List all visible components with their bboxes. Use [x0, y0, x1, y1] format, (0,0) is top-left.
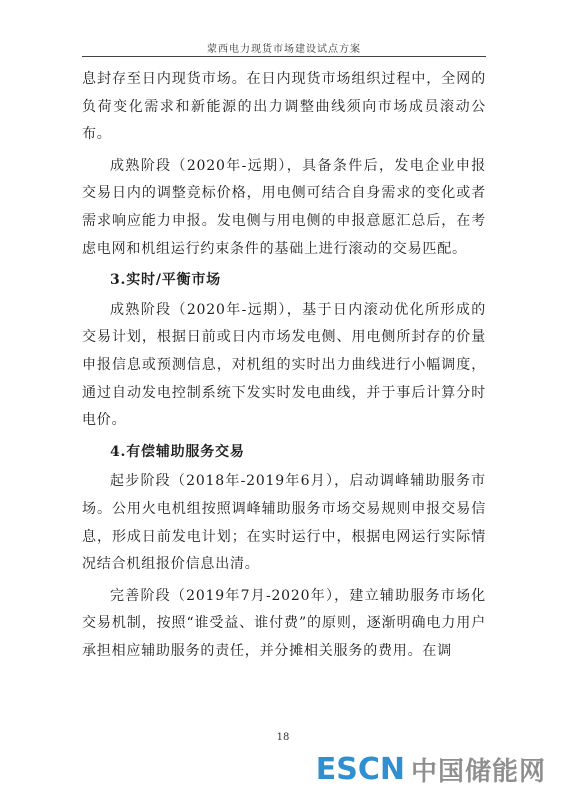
body-text — [82, 66, 486, 669]
paragraph-initial-stage: 起步阶段（2018年-2019年6月），启动调峰辅助服务市场。公用火电机组按照调峰辅助服务市场交易规则申报交易信息，形成日前发电计划；在实时运行中，根据电网运行实际情况结合机组报价信息出清。 — [82, 473, 486, 573]
header-rule — [82, 56, 486, 57]
escn-watermark-logo — [316, 751, 546, 788]
paragraph-mature-stage-realtime: 成熟阶段（2020年-远期），基于日内滚动优化所形成的交易计划，根据日前或日内市场发电侧、用电侧所封存的价量申报信息或预测信息，对机组的实时出力曲线进行小幅调度，通过自动发电控制系统下发实时发电曲线，并于事后计算分时电价。 — [82, 301, 486, 429]
paragraph-mature-stage-intraday: 成熟阶段（2020年-远期），具备条件后，发电企业申报交易日内的调整竞标价格，用电侧可结合自身需求的变化或者需求响应能力申报。发电侧与用电侧的申报意愿汇总后，在考虑电网和机组运行约束条件的基础上进行滚动的交易匹配。 — [82, 157, 486, 257]
paragraph-continuation: 息封存至日内现货市场。在日内现货市场组织过程中，全网的负荷变化需求和新能源的出力调整曲线须向市场成员滚动公布。 — [82, 71, 486, 143]
watermark-chinese-text: 中国储能网 — [410, 757, 546, 787]
paragraph-improvement-stage: 完善阶段（2019年7月-2020年），建立辅助服务市场化交易机制，按照“谁受益、谁付费”的原则，逐渐明确电力用户承担相应辅助服务的责任，并分摊相关服务的费用。在调 — [82, 587, 486, 659]
page-number: 18 — [276, 732, 290, 743]
section-heading-ancillary-services: 4.有偿辅助服务交易 — [110, 443, 245, 460]
running-header: 蒙西电力现货市场建设试点方案 — [207, 44, 361, 55]
section-heading-realtime-market: 3.实时/平衡市场 — [110, 272, 221, 289]
watermark-latin-text: ESCN — [315, 752, 405, 787]
